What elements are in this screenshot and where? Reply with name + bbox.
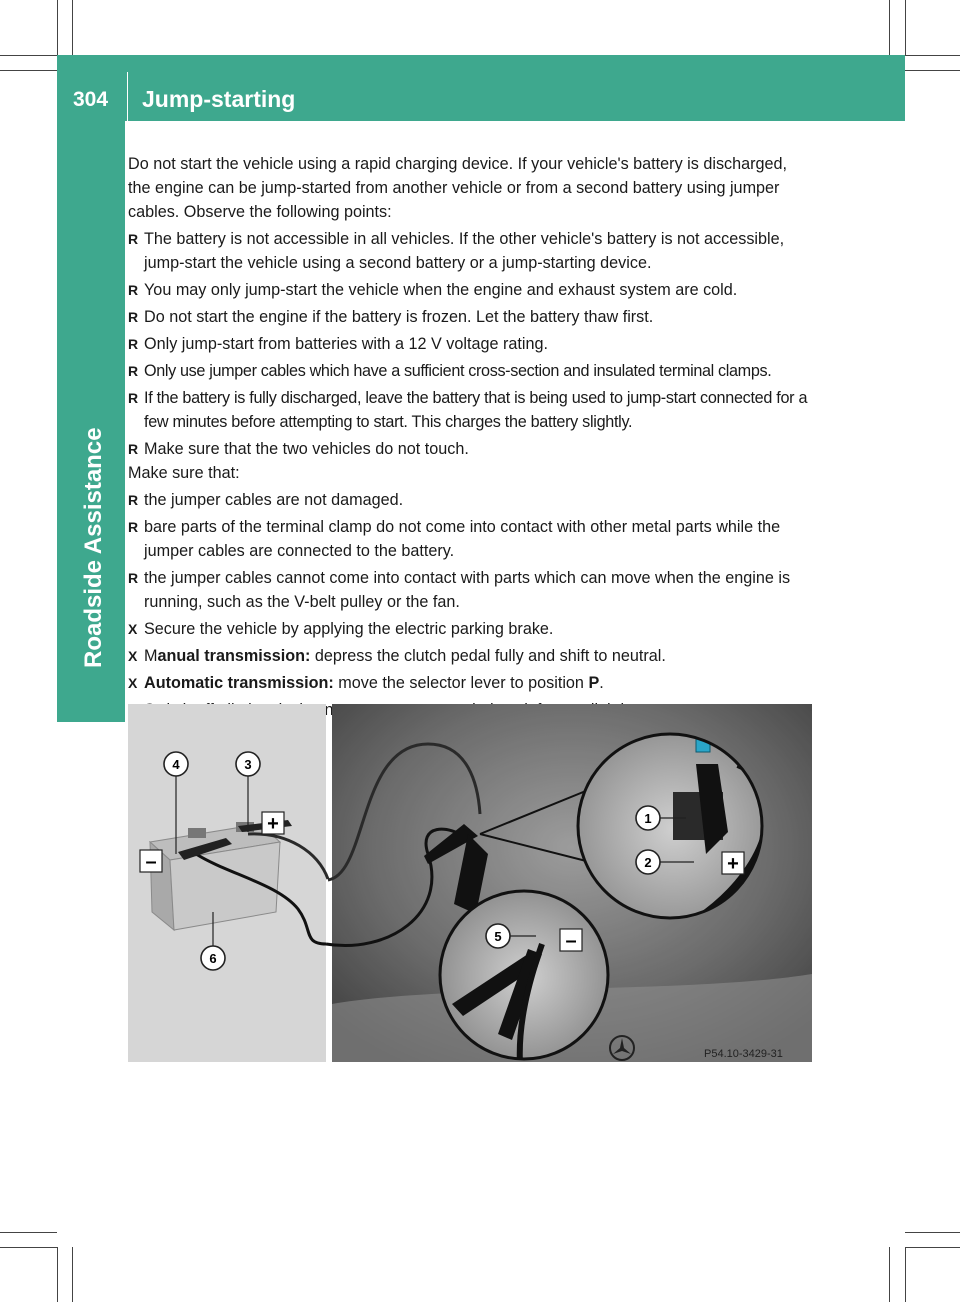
- bullet-item: [128, 437, 812, 461]
- crop-mark: [0, 70, 57, 71]
- svg-text:–: –: [145, 851, 157, 873]
- header-divider: [127, 72, 128, 121]
- bullet-item: [128, 332, 812, 356]
- crop-mark: [905, 70, 960, 71]
- page-number: 304: [73, 88, 109, 111]
- bullet-item: [128, 227, 812, 275]
- bullet-marker: R: [128, 492, 139, 508]
- crop-mark: [905, 1247, 960, 1248]
- bullet-text: Do not start the engine if the battery is frozen. Let the battery thaw first.: [144, 308, 654, 326]
- svg-text:3: 3: [244, 757, 252, 772]
- crop-mark: [905, 0, 906, 55]
- bullet-marker: R: [128, 390, 138, 406]
- bullet-item: [128, 359, 812, 383]
- crop-mark: [889, 1247, 890, 1302]
- jump-start-illustration: [128, 704, 812, 1062]
- step-text-prefix: M: [144, 647, 158, 665]
- crop-mark: [889, 0, 890, 55]
- crop-mark: [0, 55, 57, 56]
- crop-mark: [57, 0, 58, 55]
- bullet-item: [128, 566, 812, 614]
- bullet-text: the jumper cables cannot come into contact with parts which can move when the engine is running, such as the V-belt pulley or the fan.: [144, 569, 791, 611]
- bullet-text: If the battery is fully discharged, leave the battery that is being used to jump-start connected for a few minutes before attempting to start. This charges the battery slightly.: [144, 389, 808, 431]
- bullet-item: [128, 278, 812, 302]
- bullet-item: [128, 305, 812, 329]
- step-marker: X: [128, 675, 138, 691]
- crop-mark: [905, 1247, 906, 1302]
- crop-mark: [0, 1232, 57, 1233]
- crop-mark: [0, 1247, 57, 1248]
- bullet-item: [128, 386, 812, 434]
- minus-label-battery: [140, 850, 162, 873]
- figure-code: P54.10-3429-31: [704, 1048, 783, 1060]
- bullet-text: The battery is not accessible in all vehicles. If the other vehicle's battery is not accessible, jump-start the vehicle using a second battery or a jump-starting device.: [144, 230, 785, 272]
- step-marker: X: [128, 621, 138, 637]
- intro-paragraph: Do not start the vehicle using a rapid charging device. If your vehicle's battery is discharged, the engine can be jump-started from another vehicle or from a second battery using jumper cables. Observe the following points:: [128, 155, 788, 221]
- plus-label-engine: [722, 852, 744, 875]
- crop-mark: [905, 55, 960, 56]
- section-side-label: Roadside Assistance: [80, 427, 107, 668]
- bullet-marker: R: [128, 363, 138, 379]
- bullet-marker: R: [128, 309, 139, 325]
- make-sure-paragraph: Make sure that:: [128, 464, 240, 482]
- bullet-marker: R: [128, 519, 139, 535]
- step-item: [128, 617, 812, 641]
- step-item: [128, 671, 812, 695]
- step-text: Secure the vehicle by applying the electric parking brake.: [144, 620, 554, 638]
- bullet-text: Make sure that the two vehicles do not touch.: [144, 440, 469, 458]
- step-bold-label: Automatic transmission:: [144, 674, 334, 692]
- body-text: [128, 152, 812, 749]
- bullet-text: the jumper cables are not damaged.: [144, 491, 404, 509]
- bullet-text: Only jump-start from batteries with a 12 V voltage rating.: [144, 335, 548, 353]
- bullet-marker: R: [128, 336, 139, 352]
- plus-label-battery: [262, 812, 284, 835]
- svg-text:2: 2: [644, 855, 652, 870]
- page-title: Jump-starting: [142, 86, 296, 112]
- bullet-marker: R: [128, 231, 139, 247]
- bullet-text: bare parts of the terminal clamp do not come into contact with other metal parts while the jumper cables are connected to the battery.: [144, 518, 781, 560]
- svg-text:5: 5: [494, 929, 502, 944]
- step-marker: X: [128, 648, 138, 664]
- svg-text:+: +: [267, 813, 279, 835]
- svg-text:4: 4: [172, 757, 180, 772]
- svg-text:1: 1: [644, 811, 652, 826]
- crop-mark: [72, 1247, 73, 1302]
- svg-text:6: 6: [209, 951, 217, 966]
- step-text: move the selector lever to position: [333, 674, 589, 692]
- bullet-item: [128, 515, 812, 563]
- bullet-marker: R: [128, 441, 139, 457]
- bullet-text: You may only jump-start the vehicle when the engine and exhaust system are cold.: [144, 281, 738, 299]
- crop-mark: [72, 0, 73, 55]
- minus-label-engine: [560, 929, 582, 952]
- bullet-item: [128, 488, 812, 512]
- svg-text:+: +: [727, 853, 739, 875]
- bullet-marker: R: [128, 570, 139, 586]
- step-bold-label: anual transmission:: [157, 647, 311, 665]
- step-item: [128, 644, 812, 668]
- bullet-text: Only use jumper cables which have a sufficient cross-section and insulated terminal clamps.: [144, 362, 772, 380]
- svg-text:–: –: [565, 930, 577, 952]
- bullet-marker: R: [128, 282, 139, 298]
- step-text-end: .: [599, 674, 604, 692]
- selector-position: P: [588, 674, 600, 692]
- crop-mark: [57, 1247, 58, 1302]
- step-text: depress the clutch pedal fully and shift to neutral.: [310, 647, 666, 665]
- crop-mark: [905, 1232, 960, 1233]
